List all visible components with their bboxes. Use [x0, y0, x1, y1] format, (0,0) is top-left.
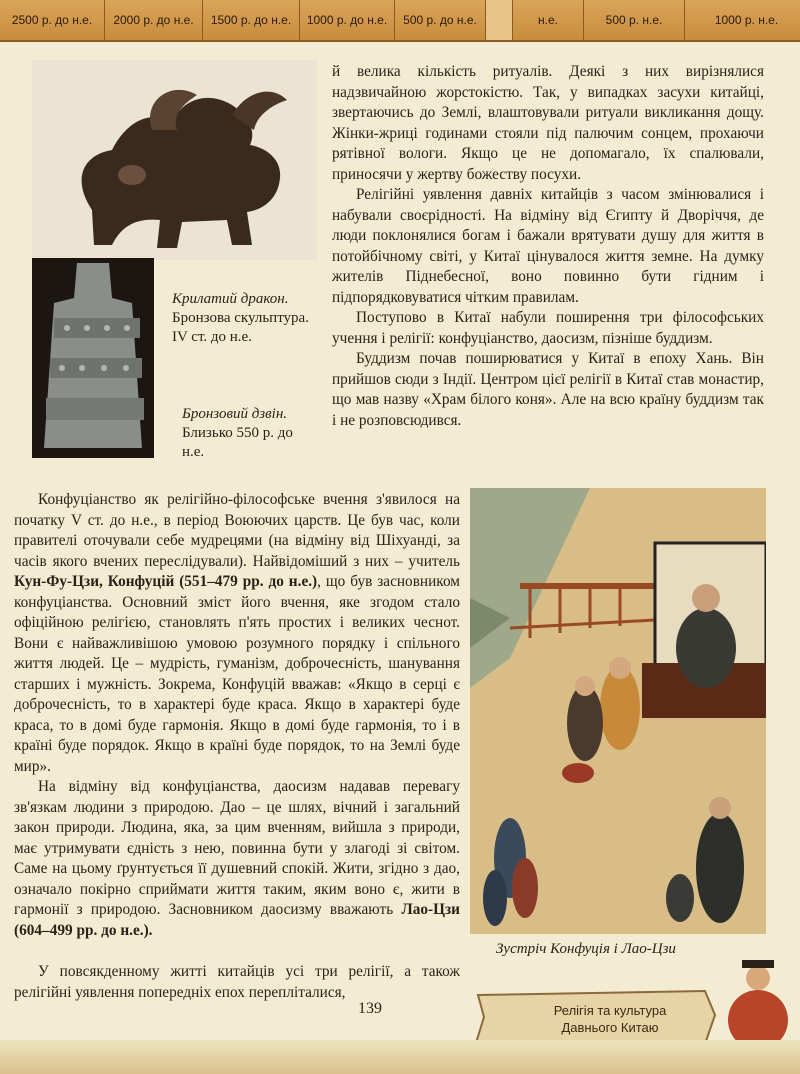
bell-caption-title: Бронзовий дзвін.	[182, 406, 288, 422]
text-span: На відміну від конфуціанства, даосизм надавав перевагу зв'язкам людини з природою. Дао – це шлях, вічний і загальний закон природи. Людина, яка, за цим вченням, вийшла з природи, має утримувати єдність з нею, повинна бути у злагоді зі світом. Саме на цьому ґрунтується її душевний спокій. Жити, згідно з дао, означало покірно сприймати життя таким, яким воно є, жити в гармонії з природою. Засновником даосизму вважають	[14, 778, 460, 918]
dragon-sculpture-image	[32, 60, 317, 260]
emperor-figure-image	[718, 950, 800, 1040]
confucius-laozi-meeting-image	[470, 488, 766, 934]
timeline-cell: 1000 р. до н.е.	[300, 0, 395, 40]
timeline-cell: 2500 р. до н.е.	[0, 0, 105, 40]
paragraph-confucianism	[14, 490, 460, 777]
page-number: 139	[358, 1000, 382, 1017]
timeline-cell: 2000 р. до н.е.	[105, 0, 203, 40]
paragraph: У повсякденному житті китайців усі три релігії, а також релігійні уявлення попередніх епох перепліталися,	[14, 963, 460, 1001]
dragon-caption	[172, 290, 322, 347]
dragon-caption-text: Бронзова скульптура. IV ст. до н.е.	[172, 310, 309, 345]
section-title-line: Давнього Китаю	[561, 1020, 659, 1035]
laozi-name: Лао-Цзи (604–499 рр. до н.е.).	[14, 901, 460, 939]
top-right-text	[332, 62, 764, 431]
timeline-cell: 500 р. до н.е.	[395, 0, 486, 40]
bottom-text	[14, 962, 460, 1003]
paragraph: Буддизм почав поширюватися у Китаї в епоху Хань. Він прийшов сюди з Індії. Центром цієї релігії в Китаї став монастир, що мав назву «Храм білого коня». Але на всю країну буддизм так і не розповсюдився.	[332, 350, 764, 429]
paragraph-taoism	[14, 777, 460, 941]
page-bottom-edge	[0, 1040, 800, 1074]
timeline-cell	[486, 0, 513, 40]
text-span: Конфуціанство як релігійно-філософське вчення з'явилося на початку V ст. до н.е., в період Воюючих царств. Це був час, коли правителі оточували себе мудрецями (на відміну від Шіхуанді, за часів якого вчених переслідували). Найвідоміший з них – учитель	[14, 491, 460, 570]
timeline-cell: н.е.	[513, 0, 584, 40]
timeline-cell: 1000 р. н.е.	[714, 13, 779, 27]
meeting-caption-text: Зустріч Конфуція і Лао-Цзи	[496, 941, 676, 957]
timeline-cell: 1500 р. до н.е.	[203, 0, 300, 40]
dragon-caption-title: Крилатий дракон.	[172, 291, 289, 307]
timeline-bar	[0, 0, 800, 42]
text-span: , що був засновником конфуціанства. Основний зміст його вчення, яке згодом стало офіційною релігією, становлять п'ять простих і великих чеснот. Вони є найважливішою умовою розумного порядку і спільного життя людей. Це – мудрість, гуманізм, доброчесність, шанування старших і мужність. Зокрема, Конфуцій вважав: «Якщо в серці є доброчесність, то в характері буде краса. Якщо в характері буде краса, то в домі буде гармонія. Якщо в домі буде гармонія, то і в країні буде порядок. Якщо в країні буде порядок, то на Землі буде мир».	[14, 573, 460, 775]
paragraph: Релігійні уявлення давніх китайців з часом змінювалися і набували своєрідності. На відміну від Єгипту й Дворіччя, де люди поклонялися богам і бажали врятувати душу для життя в потойбічному світі, у Китаї цінувалося життя земне. На думку жителів Піднебесної, воно повинно бути гідним і підпорядковуватися чітким правилам.	[332, 186, 764, 306]
bell-caption-text: Близько 550 р. до н.е.	[182, 425, 293, 460]
left-text	[14, 490, 460, 941]
paragraph: Поступово в Китаї набули поширення три філософських учення і релігії: конфуціанство, даосизм, пізніше буддизм.	[332, 309, 764, 347]
bell-caption	[182, 405, 317, 462]
bronze-bell-image	[32, 258, 154, 458]
section-title	[520, 1002, 700, 1036]
confucius-name: Кун-Фу-Цзи, Конфуцій (551–479 рр. до н.е.)	[14, 573, 318, 590]
paragraph: й велика кількість ритуалів. Деякі з них вирізнялися надзвичайною жорстокістю. Так, у випадках засухи китайці, звертаючись до Землі, влаштовували ритуали викликання дощу. Жінки-жриці годинами стояли під палючим сонцем, прохаючи рятівної вологи. Якщо це не допомагало, їх спалювали, приносячи у жертву божеству посухи.	[332, 63, 764, 183]
section-title-line: Релігія та культура	[553, 1003, 667, 1018]
timeline-cell: 500 р. н.е.	[584, 0, 685, 40]
